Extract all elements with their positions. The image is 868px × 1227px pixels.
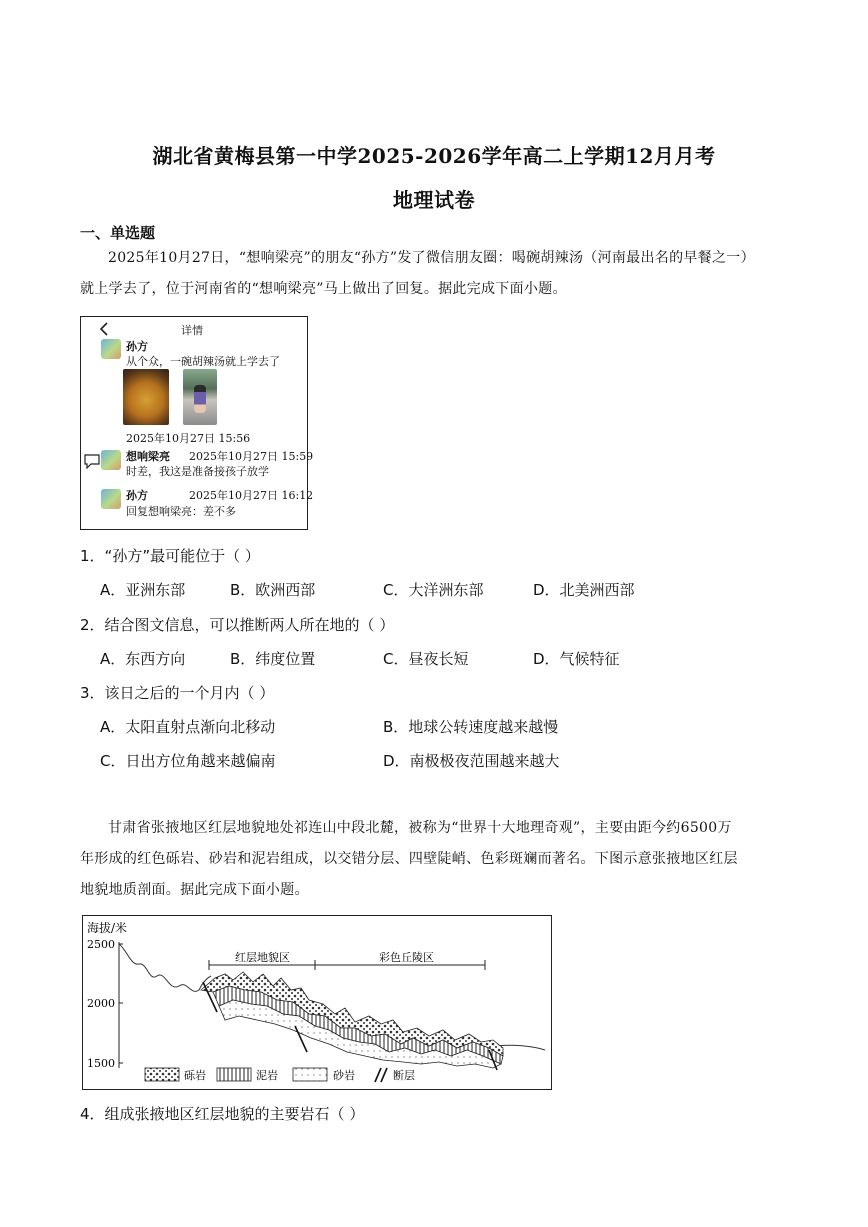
legend-label-sandstone: 砂岩 xyxy=(333,1069,355,1082)
question-2-option-d: D．气候特征 xyxy=(533,650,620,668)
comment-text: 回复想响梁亮：差不多 xyxy=(126,505,236,518)
comment-bubble-icon xyxy=(83,453,101,469)
exam-title: 湖北省黄梅县第一中学2025-2026学年高二上学期12月月考 xyxy=(152,144,716,168)
question-1-option-d: D．北美洲西部 xyxy=(533,581,635,599)
avatar xyxy=(101,339,121,359)
legend-label-mudstone: 泥岩 xyxy=(256,1069,278,1082)
legend-swatch-mudstone xyxy=(217,1068,251,1081)
passage-2-line-2: 年形成的红色砾岩、砂岩和泥岩组成，以交错分层、四壁陡峭、色彩斑斓而著名。下图示意张掖地区红层 xyxy=(80,851,738,867)
chevron-left-icon xyxy=(99,322,109,336)
detail-header-title: 详情 xyxy=(181,324,203,337)
photo-child xyxy=(183,369,217,425)
passage-1 xyxy=(80,243,792,305)
question-3-option-c: C．日出方位角越来越偏南 xyxy=(100,752,276,770)
question-3-option-b: B．地球公转速度越来越慢 xyxy=(383,718,559,736)
question-3-option-a: A．太阳直射点渐向北移动 xyxy=(100,718,276,736)
y-axis-label: 海拔/米 xyxy=(87,921,128,935)
question-1-stem: 1．“孙方”最可能位于（ ） xyxy=(80,547,260,565)
legend-swatch-sandstone xyxy=(293,1068,327,1081)
legend-swatch-gravel xyxy=(145,1068,179,1081)
avatar xyxy=(101,489,121,509)
zone-label-colorful-hills: 彩色丘陵区 xyxy=(379,951,434,964)
avatar xyxy=(101,450,121,470)
photo-hot-soup xyxy=(123,369,169,425)
question-1-option-c: C．大洋洲东部 xyxy=(383,581,484,599)
legend-label-gravel: 砾岩 xyxy=(184,1069,206,1082)
wechat-moments-screenshot xyxy=(80,316,314,530)
passage-1-line-2: 就上学去了，位于河南省的“想响梁亮”马上做出了回复。据此完成下面小题。 xyxy=(80,281,567,297)
zone-label-red-bed: 红层地貌区 xyxy=(235,951,290,964)
question-3-option-d: D．南极极夜范围越来越大 xyxy=(383,752,560,770)
cross-section-svg xyxy=(83,916,550,1088)
question-2-option-a: A．东西方向 xyxy=(100,650,186,668)
passage-2 xyxy=(80,813,792,906)
comment-author: 孙方 xyxy=(126,489,148,502)
comment-author: 想响梁亮 xyxy=(126,450,170,463)
question-2-option-b: B．纬度位置 xyxy=(230,650,316,668)
terrain-profile-line xyxy=(119,944,211,991)
question-2-option-c: C．昼夜长短 xyxy=(383,650,469,668)
comment-text: 时差，我这是准备接孩子放学 xyxy=(126,465,269,478)
comment-time: 2025年10月27日 15:59 xyxy=(189,450,314,463)
passage-1-line-1: 2025年10月27日，“想响梁亮”的朋友“孙方”发了微信朋友圈：喝碗胡辣汤（河南最出名的早餐之一） xyxy=(108,250,755,266)
section-heading-single-choice: 一、单选题 xyxy=(80,224,156,242)
passage-2-line-1: 甘肃省张掖地区红层地貌地处祁连山中段北麓，被称为“世界十大地理奇观”，主要由距今约6500万 xyxy=(108,820,732,836)
passage-2-line-3: 地貌地质剖面。据此完成下面小题。 xyxy=(80,882,309,898)
question-2-stem: 2．结合图文信息，可以推断两人所在地的（ ） xyxy=(80,616,395,634)
question-1-option-a: A．亚洲东部 xyxy=(100,581,186,599)
y-tick-2500: 2500 xyxy=(87,938,115,951)
geologic-cross-section-figure xyxy=(82,915,552,1090)
question-3-stem: 3．该日之后的一个月内（ ） xyxy=(80,684,275,702)
fault-legend-icon xyxy=(375,1068,387,1082)
post-author: 孙方 xyxy=(126,340,148,353)
post-text: 从个众，一碗胡辣汤就上学去了 xyxy=(126,355,280,368)
legend-label-fault: 断层 xyxy=(393,1069,415,1082)
post-time: 2025年10月27日 15:56 xyxy=(126,432,251,445)
exam-subtitle: 地理试卷 xyxy=(393,188,475,212)
y-tick-2000: 2000 xyxy=(87,997,115,1010)
question-1-option-b: B．欧洲西部 xyxy=(230,581,316,599)
comment-time: 2025年10月27日 16:12 xyxy=(189,489,314,502)
y-tick-1500: 1500 xyxy=(87,1057,115,1070)
question-4-stem: 4．组成张掖地区红层地貌的主要岩石（ ） xyxy=(80,1105,365,1123)
